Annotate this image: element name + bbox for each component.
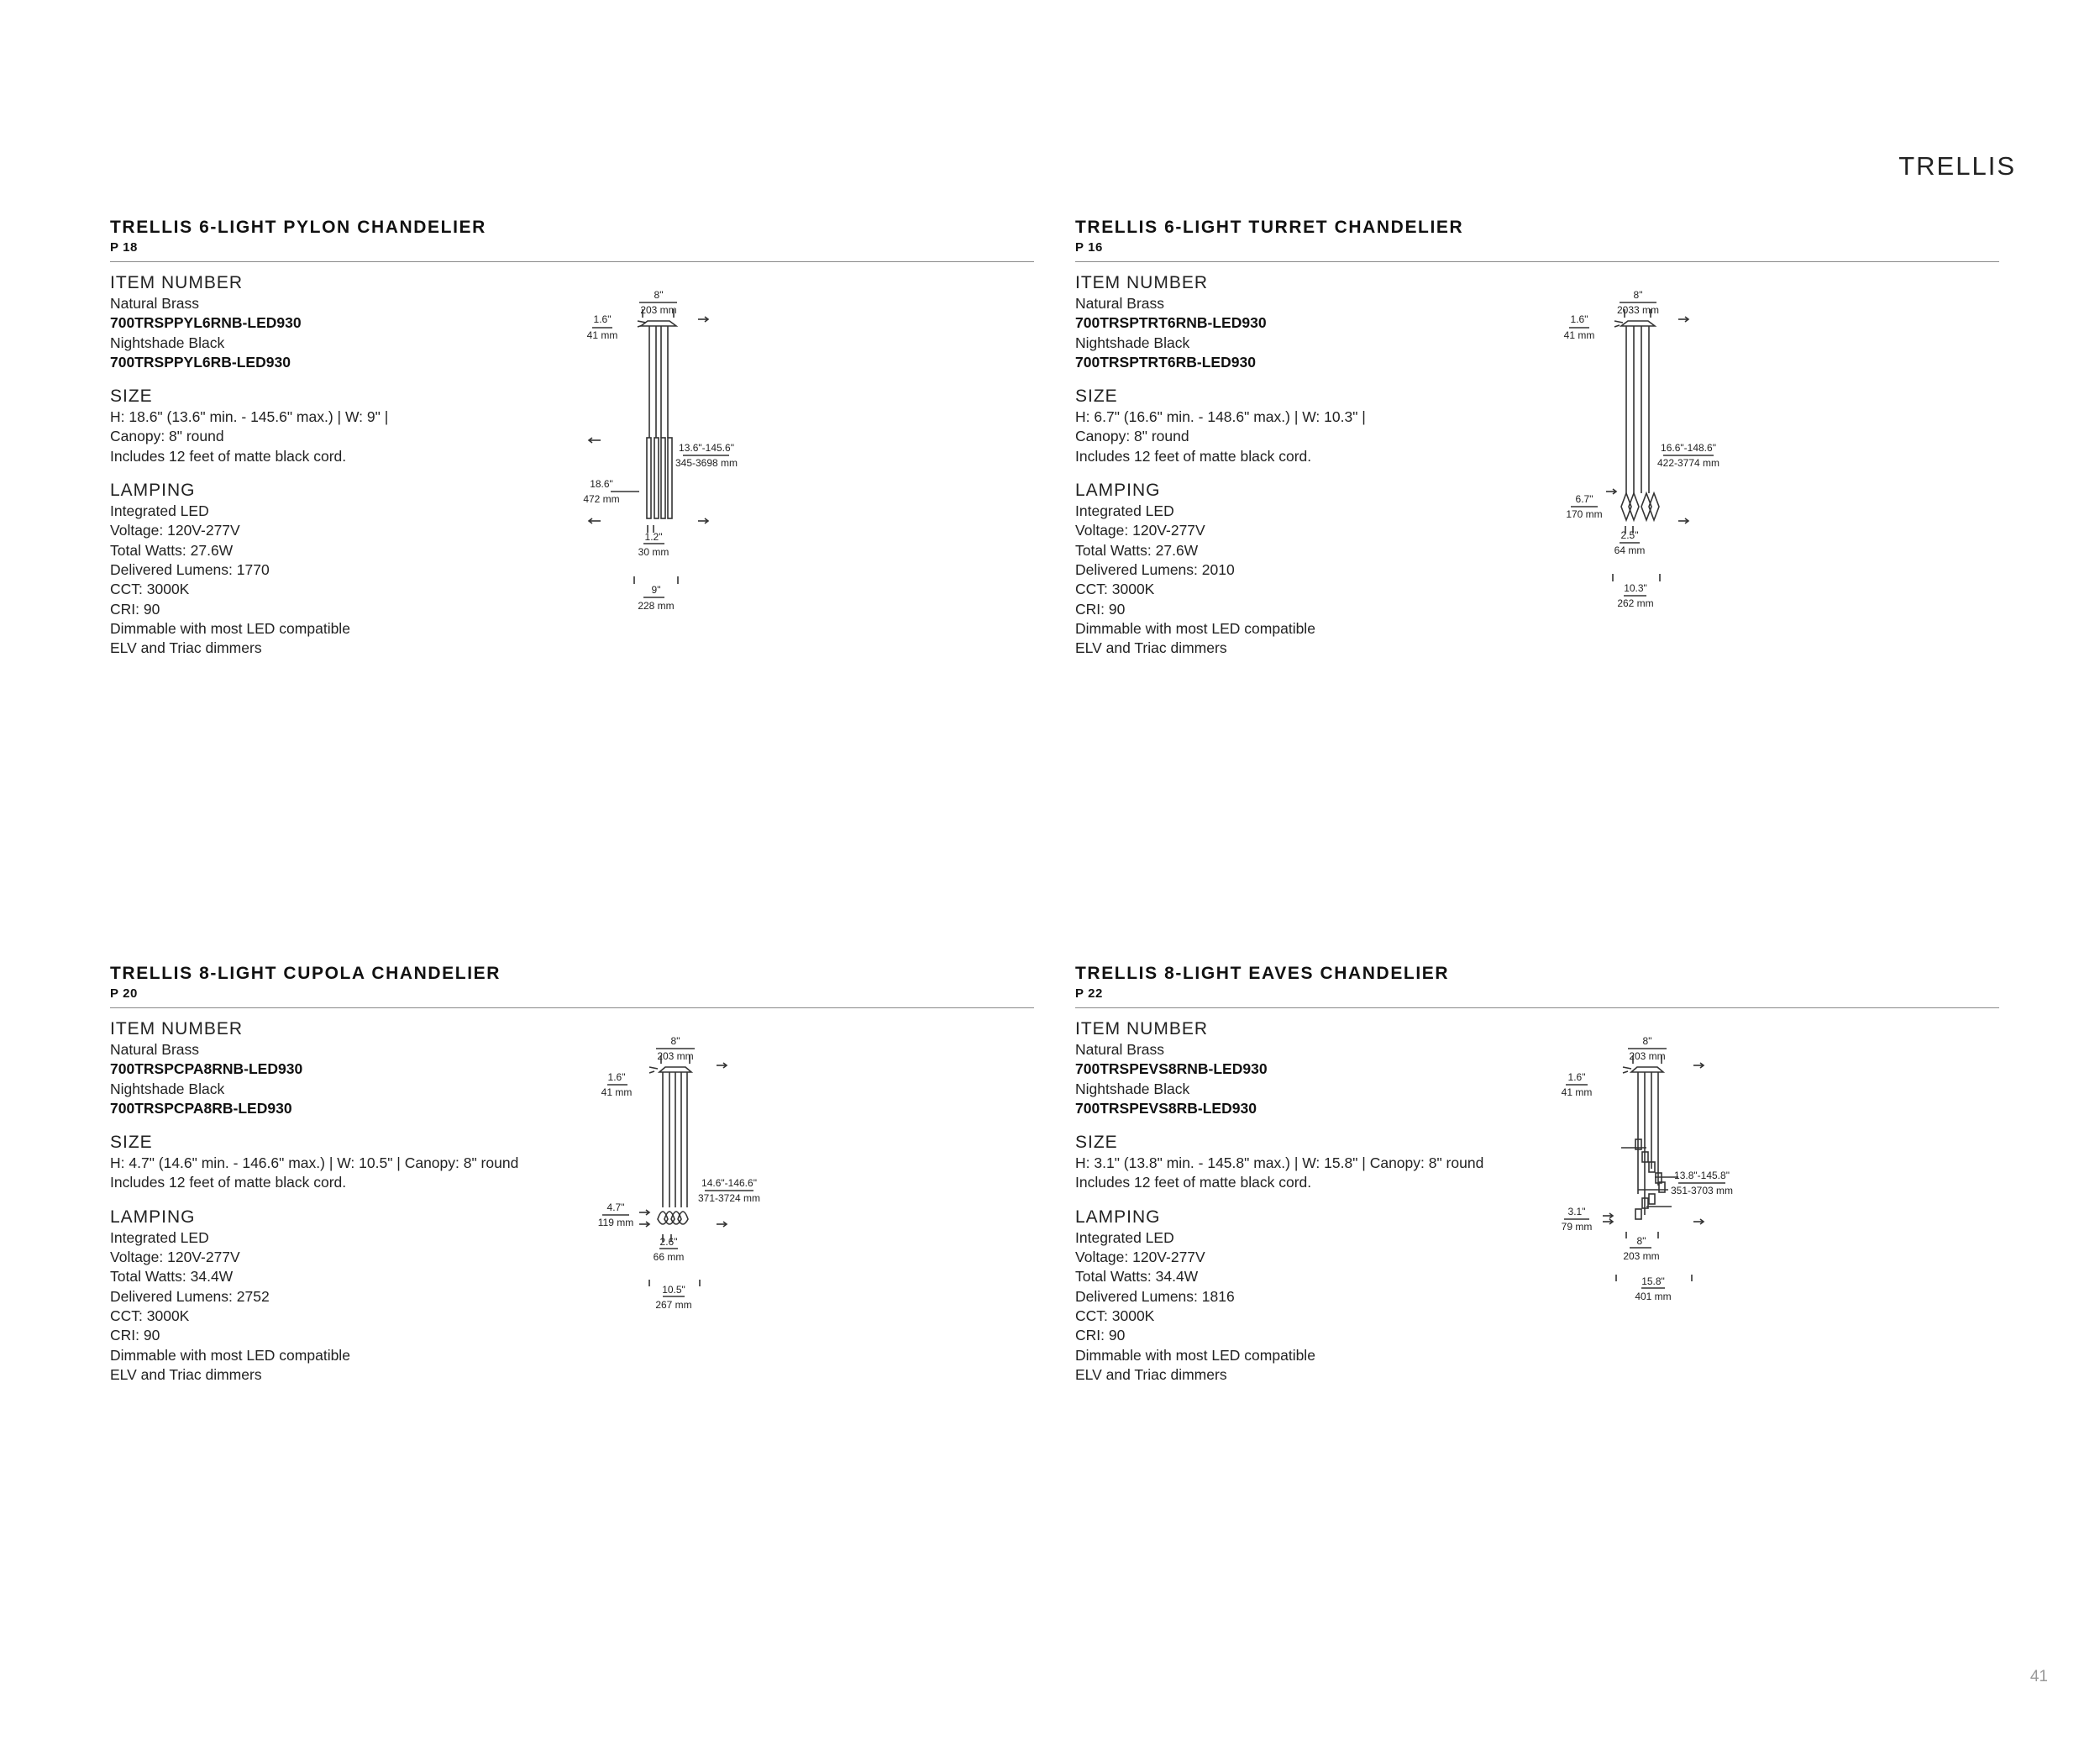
dim-canopy-in: 8" [1633,289,1643,301]
pylon-chandelier-diagram [580,271,782,612]
product-title: TRELLIS 6-LIGHT TURRET CHANDELIER [1075,218,1464,237]
size-line: H: 18.6" (13.6" min. - 145.6" max.) | W: 9" | [110,408,389,426]
page-reference: P 20 [110,986,138,1001]
dim-canopy-mm: 203 mm [1629,1050,1666,1062]
lamping-line: Integrated LED [110,1228,209,1246]
dimension-drawing-eaves [1554,1017,1772,1324]
page-reference: P 16 [1075,240,1103,255]
item-number-heading: ITEM NUMBER [110,273,243,292]
size-heading: SIZE [1075,1133,1118,1153]
lamping-line: Integrated LED [1075,502,1174,520]
dim-shade-width-in: 2.5" [1620,529,1639,541]
size-line: H: 4.7" (14.6" min. - 146.6" max.) | W: 10.5" | Canopy: 8" round [110,1154,519,1172]
dim-fixture-height-mm: 119 mm [597,1217,634,1228]
size-line: Canopy: 8" round [110,428,224,445]
dim-shade-width-mm: 203 mm [1623,1250,1660,1262]
size-line: Includes 12 feet of matte black cord. [110,447,347,465]
finish-name: Natural Brass [1075,1041,1165,1058]
dim-canopy-mm: 203 mm [657,1050,694,1062]
spec-block [110,272,580,658]
lamping-heading: LAMPING [110,481,196,501]
lamping-line: CRI: 90 [1075,600,1126,618]
dim-fixture-height-in: 18.6" [590,478,613,490]
size-line: H: 3.1" (13.8" min. - 145.8" max.) | W: 15.8" | Canopy: 8" round [1075,1154,1484,1172]
product-section-eaves [1075,962,1999,1383]
lamping-line: Dimmable with most LED compatible [1075,619,1315,637]
dim-overall-height-mm: 345-3698 mm [675,457,738,469]
product-section-turret [1075,216,1999,657]
sku: 700TRSPPYL6RNB-LED930 [110,314,302,332]
sku: 700TRSPCPA8RNB-LED930 [110,1060,303,1078]
turret-chandelier-diagram [1554,271,1756,609]
lamping-line: Total Watts: 27.6W [110,541,234,559]
lamping-line: Dimmable with most LED compatible [1075,1346,1315,1364]
size-line: Includes 12 feet of matte black cord. [1075,1174,1312,1191]
page-number: 41 [2029,1668,2048,1685]
size-line: Canopy: 8" round [1075,428,1189,445]
dim-canopy-height-mm: 41 mm [1561,1086,1593,1098]
divider [110,261,1034,262]
dim-fixture-height-mm: 79 mm [1561,1221,1593,1233]
sku: 700TRSPPYL6RB-LED930 [110,353,291,371]
dim-overall-height-in: 14.6"-146.6" [701,1177,757,1189]
lamping-line: Integrated LED [110,502,209,520]
lamping-heading: LAMPING [1075,481,1161,501]
lamping-line: ELV and Triac dimmers [110,1365,262,1383]
sku: 700TRSPTRT6RB-LED930 [1075,353,1256,371]
dim-canopy-mm: 2033 mm [1616,304,1660,316]
dim-overall-height-mm: 422-3774 mm [1656,457,1720,469]
dim-shade-width-mm: 30 mm [638,546,669,558]
lamping-line: CRI: 90 [1075,1327,1126,1344]
size-heading: SIZE [1075,386,1118,407]
product-section-pylon [110,216,1034,657]
dim-canopy-height-mm: 41 mm [1563,329,1595,341]
lamping-line: Voltage: 120V-277V [1075,522,1205,539]
sku: 700TRSPEVS8RB-LED930 [1075,1099,1257,1117]
dim-fixture-height-in: 3.1" [1567,1206,1586,1217]
eaves-chandelier-diagram [1554,1017,1772,1320]
divider [1075,261,1999,262]
size-heading: SIZE [110,1133,153,1153]
divider [110,1007,1034,1008]
dim-overall-height-in: 13.8"-145.8" [1674,1170,1730,1181]
item-number-heading: ITEM NUMBER [110,1019,243,1039]
dim-fixture-height-in: 6.7" [1575,493,1593,505]
dim-overall-height-mm: 371-3724 mm [697,1192,761,1204]
dim-width-mm: 262 mm [1617,597,1654,609]
lamping-line: Voltage: 120V-277V [110,1249,240,1266]
finish-name: Natural Brass [1075,295,1165,312]
size-heading: SIZE [110,386,153,407]
dim-canopy-height-in: 1.6" [593,313,612,325]
dim-width-mm: 228 mm [638,600,675,612]
dim-canopy-height-in: 1.6" [607,1071,626,1083]
lamping-line: Delivered Lumens: 2752 [110,1287,270,1305]
lamping-line: Delivered Lumens: 1816 [1075,1287,1235,1305]
item-number-heading: ITEM NUMBER [1075,273,1208,292]
lamping-line: CCT: 3000K [110,1307,190,1324]
page-reference: P 22 [1075,986,1103,1001]
dim-canopy-height-in: 1.6" [1567,1071,1586,1083]
dim-fixture-height-mm: 472 mm [583,493,620,505]
lamping-line: CCT: 3000K [1075,581,1155,598]
lamping-line: ELV and Triac dimmers [1075,1365,1227,1383]
product-title: TRELLIS 6-LIGHT PYLON CHANDELIER [110,218,486,237]
dim-canopy-height-mm: 41 mm [586,329,618,341]
lamping-line: Voltage: 120V-277V [1075,1249,1205,1266]
lamping-line: Voltage: 120V-277V [110,522,240,539]
sku: 700TRSPTRT6RNB-LED930 [1075,314,1267,332]
finish-name: Natural Brass [110,295,200,312]
finish-name: Nightshade Black [110,1080,225,1097]
dim-width-mm: 401 mm [1635,1291,1672,1302]
product-section-cupola [110,962,1034,1383]
dim-width-mm: 267 mm [655,1299,692,1311]
spec-block [1075,272,1546,658]
page-reference: P 18 [110,240,138,255]
lamping-line: ELV and Triac dimmers [1075,639,1227,657]
finish-name: Nightshade Black [1075,334,1190,351]
dim-fixture-height-in: 4.7" [606,1202,625,1213]
item-number-heading: ITEM NUMBER [1075,1019,1208,1039]
sku: 700TRSPCPA8RB-LED930 [110,1099,292,1117]
size-line: H: 6.7" (16.6" min. - 148.6" max.) | W: 10.3" | [1075,408,1366,426]
spec-block [110,1018,614,1385]
divider [1075,1007,1999,1008]
lamping-line: Integrated LED [1075,1228,1174,1246]
dim-overall-height-mm: 351-3703 mm [1670,1185,1734,1196]
lamping-line: Delivered Lumens: 1770 [110,560,270,578]
product-title: TRELLIS 8-LIGHT EAVES CHANDELIER [1075,964,1450,983]
lamping-line: CRI: 90 [110,1327,160,1344]
cupola-chandelier-diagram [589,1017,790,1320]
dim-fixture-height-mm: 170 mm [1566,508,1603,520]
lamping-line: Total Watts: 34.4W [1075,1268,1199,1286]
dim-shade-width-in: 8" [1636,1235,1646,1247]
lamping-line: Delivered Lumens: 2010 [1075,560,1235,578]
size-line: Includes 12 feet of matte black cord. [110,1174,347,1191]
spec-block [1075,1018,1579,1385]
lamping-line: Dimmable with most LED compatible [110,619,350,637]
lamping-heading: LAMPING [1075,1207,1161,1227]
product-title: TRELLIS 8-LIGHT CUPOLA CHANDELIER [110,964,501,983]
dim-shade-width-in: 2.6" [659,1236,678,1248]
dim-shade-width-mm: 66 mm [653,1251,685,1263]
dim-canopy-height-mm: 41 mm [601,1086,633,1098]
dim-canopy-in: 8" [670,1035,680,1047]
dim-canopy-in: 8" [1642,1035,1652,1047]
lamping-line: Total Watts: 34.4W [110,1268,234,1286]
dim-width-in: 10.3" [1624,582,1647,594]
dim-canopy-in: 8" [654,289,664,301]
lamping-line: CCT: 3000K [110,581,190,598]
dim-overall-height-in: 13.6"-145.6" [679,442,734,454]
lamping-line: ELV and Triac dimmers [110,639,262,657]
finish-name: Nightshade Black [1075,1080,1190,1097]
size-line: Includes 12 feet of matte black cord. [1075,447,1312,465]
sku: 700TRSPEVS8RNB-LED930 [1075,1060,1268,1078]
dim-width-in: 15.8" [1641,1275,1665,1287]
brand-title: TRELLIS [1898,151,2016,181]
finish-name: Natural Brass [110,1041,200,1058]
dim-shade-width-in: 1.2" [644,531,663,543]
dim-width-in: 9" [651,584,661,596]
dimension-drawing-turret [1554,271,1756,609]
lamping-line: Dimmable with most LED compatible [110,1346,350,1364]
dimension-drawing-pylon [580,271,782,612]
dim-width-in: 10.5" [662,1284,685,1296]
dim-canopy-height-in: 1.6" [1570,313,1588,325]
dim-shade-width-mm: 64 mm [1614,544,1646,556]
dimension-drawing-cupola [589,1017,790,1324]
lamping-heading: LAMPING [110,1207,196,1227]
lamping-line: Total Watts: 27.6W [1075,541,1199,559]
dim-overall-height-in: 16.6"-148.6" [1661,442,1716,454]
dim-canopy-mm: 203 mm [640,304,677,316]
lamping-line: CRI: 90 [110,600,160,618]
finish-name: Nightshade Black [110,334,225,351]
lamping-line: CCT: 3000K [1075,1307,1155,1324]
